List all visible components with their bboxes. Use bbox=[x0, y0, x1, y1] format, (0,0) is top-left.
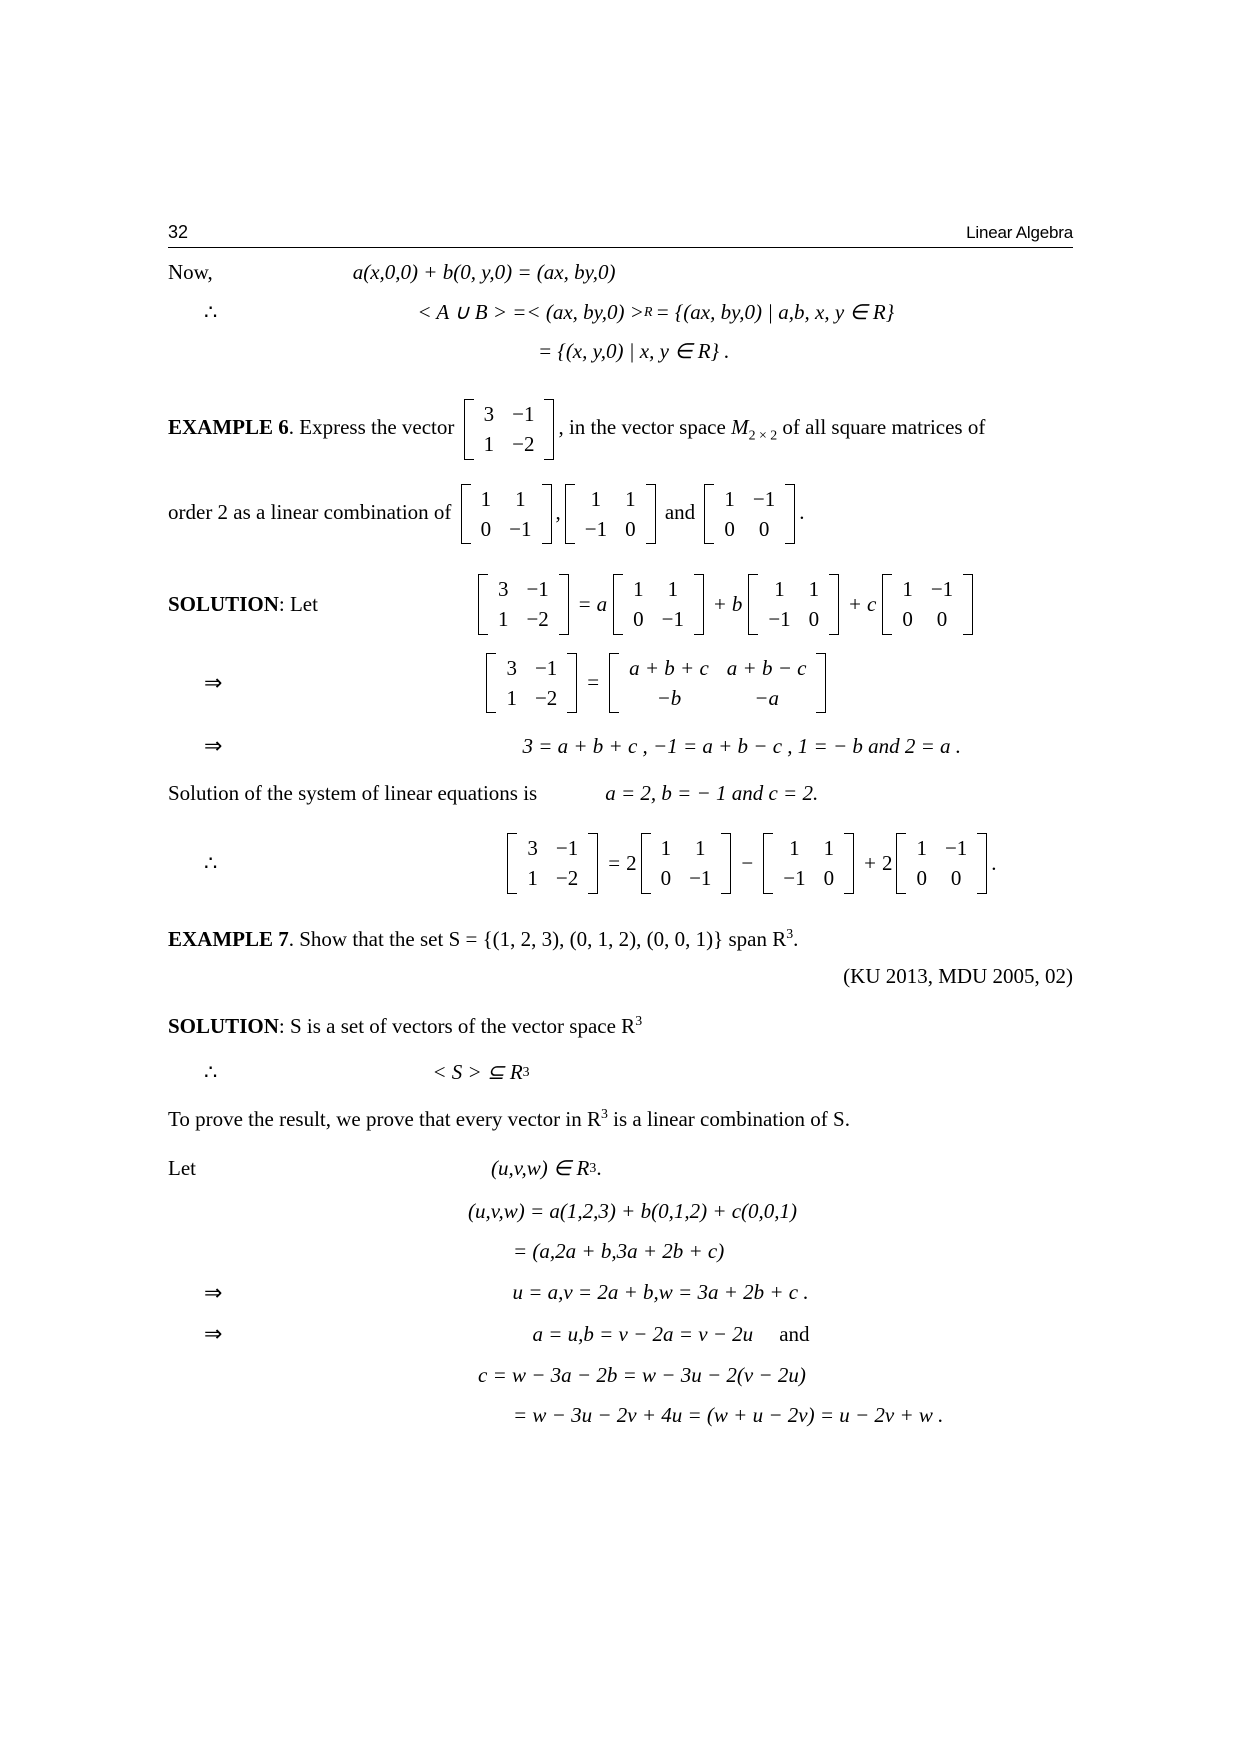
page-content bbox=[168, 222, 1073, 1430]
bracket-right bbox=[559, 574, 569, 635]
union-equation-2: = {(x, y,0) | x, y ∈ R} . bbox=[538, 338, 730, 363]
implies-symbol-3: ⇒ bbox=[204, 1279, 223, 1305]
coefficient-a: a bbox=[596, 591, 608, 616]
scalar-equations: 3 = a + b + c , −1 = a + b − c , 1 = − b and 2 = a . bbox=[522, 733, 962, 758]
bracket-right bbox=[646, 484, 656, 545]
bracket-right bbox=[844, 833, 854, 894]
page-header bbox=[168, 222, 1073, 247]
matrix-m2-a: 1 1 −1 0 bbox=[561, 484, 660, 545]
union-subscript: R bbox=[643, 304, 653, 320]
uvw-line-2 bbox=[168, 1237, 1073, 1265]
uvw-equation-3: u = a,v = 2a + b,w = 3a + 2b + c . bbox=[512, 1280, 809, 1305]
solution-system-text: Solution of the system of linear equations is bbox=[168, 780, 538, 805]
union-line-2 bbox=[168, 337, 1073, 365]
bracket-left bbox=[704, 484, 714, 545]
matrix-m2-b: 1 1 −1 0 bbox=[744, 574, 843, 635]
example-6-label: EXAMPLE 6 bbox=[168, 415, 289, 440]
example-6-text-3: of all square matrices of bbox=[782, 415, 986, 440]
uvw-line-4 bbox=[168, 1319, 1073, 1349]
span-subset-line bbox=[168, 1058, 1073, 1086]
final-coefficient-2a: 2 bbox=[626, 850, 637, 875]
implies-line-2 bbox=[168, 731, 1073, 761]
bracket-right bbox=[694, 574, 704, 635]
uvw-line-6 bbox=[168, 1401, 1073, 1429]
solution-6-label: SOLUTION bbox=[168, 591, 279, 616]
prove-line bbox=[168, 1104, 1073, 1134]
equals-sign-1: = bbox=[578, 591, 591, 616]
example-6-and: and bbox=[664, 499, 696, 524]
prove-text-a: To prove the result, we prove that every vector in R bbox=[168, 1107, 601, 1132]
matrix-m1-c: 1 1 0 −1 bbox=[637, 833, 736, 894]
matrix-m2-c: 1 1 −1 0 bbox=[759, 833, 858, 894]
prove-superscript: 3 bbox=[600, 1106, 608, 1122]
span-subset-superscript: 3 bbox=[522, 1063, 530, 1079]
union-line bbox=[168, 298, 1073, 326]
bracket-left bbox=[763, 833, 773, 894]
let-equation: (u,v,w) ∈ R bbox=[490, 1156, 590, 1181]
equals-sign-3: = bbox=[608, 850, 621, 875]
span-subset: < S > ⊆ R bbox=[432, 1059, 523, 1084]
prove-text-b: is a linear combination of S. bbox=[607, 1107, 850, 1132]
minus-sign-1: − bbox=[741, 850, 754, 875]
example-7-superscript: 3 bbox=[786, 925, 794, 941]
union-equation-left: < A ∪ B > =< (ax, by,0) > bbox=[417, 300, 644, 325]
equals-sign-2: = bbox=[587, 670, 600, 695]
solution-7-label: SOLUTION bbox=[168, 1014, 279, 1039]
example-7-end: . bbox=[793, 926, 799, 951]
bracket-right bbox=[544, 399, 554, 460]
uvw-line-1 bbox=[168, 1197, 1073, 1225]
bracket-left bbox=[486, 653, 496, 714]
bracket-left bbox=[896, 833, 906, 894]
bracket-right bbox=[977, 833, 987, 894]
example-6-order-text: order 2 as a linear combination of bbox=[168, 499, 452, 524]
bracket-right bbox=[567, 653, 577, 714]
let-label: Let bbox=[168, 1156, 196, 1181]
plus-sign-3: + bbox=[864, 850, 876, 875]
matrix-space-subscript: 2 × 2 bbox=[748, 427, 778, 443]
bracket-left bbox=[609, 653, 619, 714]
matrix-m1-b: 1 1 0 −1 bbox=[609, 574, 708, 635]
example-7-source-line bbox=[168, 962, 1073, 991]
bracket-right bbox=[785, 484, 795, 545]
book-title: Linear Algebra bbox=[966, 223, 1073, 242]
final-combination-line bbox=[168, 833, 1073, 894]
bracket-left bbox=[565, 484, 575, 545]
header-rule bbox=[168, 247, 1073, 248]
uvw-line-3 bbox=[168, 1278, 1073, 1308]
plus-sign-2: + bbox=[849, 591, 862, 616]
matrix-target-1: 3 −1 1 −2 bbox=[460, 399, 559, 460]
matrix-target-3: 3 −1 1 −2 bbox=[482, 653, 581, 714]
uvw-equation-5: c = w − 3a − 2b = w − 3u − 2(v − 2u) bbox=[478, 1362, 806, 1387]
final-period: . bbox=[991, 850, 997, 875]
now-line bbox=[168, 258, 1073, 286]
example-6-text-1: . Express the vector bbox=[288, 415, 455, 440]
uvw-line-5 bbox=[168, 1361, 1073, 1389]
uvw-equation-4-and: and bbox=[779, 1321, 810, 1346]
coefficient-b: b bbox=[731, 591, 743, 616]
now-label: Now, bbox=[168, 260, 213, 284]
bracket-left bbox=[882, 574, 892, 635]
bracket-right bbox=[721, 833, 731, 894]
solution-7-text: : S is a set of vectors of the vector space R bbox=[278, 1014, 636, 1039]
bracket-right bbox=[542, 484, 552, 545]
uvw-equation-1: (u,v,w) = a(1,2,3) + b(0,1,2) + c(0,0,1) bbox=[468, 1198, 798, 1223]
bracket-right bbox=[963, 574, 973, 635]
matrix-m1-a: 1 1 0 −1 bbox=[457, 484, 556, 545]
example-7-text: . Show that the set S = {(1, 2, 3), (0, 1, 2), (0, 0, 1)} span R bbox=[288, 926, 787, 951]
plus-sign-1: + bbox=[713, 591, 726, 616]
example-6-period: . bbox=[799, 499, 805, 524]
bracket-right bbox=[816, 653, 826, 714]
bracket-left bbox=[748, 574, 758, 635]
uvw-equation-2: = (a,2a + b,3a + 2b + c) bbox=[513, 1239, 725, 1264]
let-superscript: 3 bbox=[589, 1160, 597, 1176]
matrix-space-symbol: M bbox=[731, 415, 749, 440]
let-period: . bbox=[596, 1156, 602, 1181]
therefore-symbol-2: ∴ bbox=[204, 850, 218, 875]
coefficient-c: c bbox=[867, 591, 877, 616]
now-equation: a(x,0,0) + b(0, y,0) = (ax, by,0) bbox=[352, 260, 616, 284]
bracket-left bbox=[478, 574, 488, 635]
solution-system-values: a = 2, b = − 1 and c = 2. bbox=[605, 780, 819, 805]
bracket-right bbox=[829, 574, 839, 635]
union-equation-right: = {(ax, by,0) | a,b, x, y ∈ R} bbox=[655, 300, 895, 325]
solution-7-superscript: 3 bbox=[635, 1013, 643, 1029]
implies-symbol-1: ⇒ bbox=[204, 669, 223, 695]
matrix-m3-a: 1 −1 0 0 bbox=[700, 484, 799, 545]
therefore-symbol-3: ∴ bbox=[204, 1059, 218, 1084]
therefore-symbol-1: ∴ bbox=[204, 300, 218, 325]
final-coefficient-2b: 2 bbox=[881, 850, 893, 875]
implies-line-1 bbox=[168, 653, 1073, 714]
solution-system-line bbox=[168, 779, 1073, 807]
example-6-line-2 bbox=[168, 484, 1073, 545]
matrix-target-2: 3 −1 1 −2 bbox=[474, 574, 573, 635]
example-7-source: (KU 2013, MDU 2005, 02) bbox=[843, 963, 1073, 988]
matrix-m3-c: 1 −1 0 0 bbox=[892, 833, 991, 894]
bracket-left bbox=[613, 574, 623, 635]
matrix-target-4: 3 −1 1 −2 bbox=[503, 833, 602, 894]
bracket-left bbox=[464, 399, 474, 460]
solution-7-block bbox=[168, 1011, 1073, 1041]
solution-6-let: : Let bbox=[278, 591, 318, 616]
bracket-left bbox=[507, 833, 517, 894]
matrix-expanded: a + b + c a + b − c −b −a bbox=[605, 653, 830, 714]
solution-6-line bbox=[168, 574, 1073, 635]
example-7-label: EXAMPLE 7 bbox=[168, 926, 289, 951]
implies-symbol-4: ⇒ bbox=[204, 1321, 223, 1347]
implies-symbol-2: ⇒ bbox=[204, 733, 223, 759]
page-number: 32 bbox=[168, 222, 189, 242]
bracket-right bbox=[588, 833, 598, 894]
uvw-equation-6: = w − 3u − 2v + 4u = (w + u − 2v) = u − 2v + w . bbox=[513, 1403, 944, 1428]
let-line bbox=[168, 1154, 1073, 1182]
bracket-left bbox=[461, 484, 471, 545]
example-6-block bbox=[168, 399, 1073, 460]
example-7-block bbox=[168, 924, 1073, 954]
matrix-m3-b: 1 −1 0 0 bbox=[878, 574, 977, 635]
example-6-comma: , bbox=[555, 499, 561, 524]
bracket-left bbox=[641, 833, 651, 894]
uvw-equation-4: a = u,b = v − 2a = v − 2u bbox=[532, 1321, 754, 1346]
example-6-text-2: , in the vector space bbox=[558, 415, 726, 440]
